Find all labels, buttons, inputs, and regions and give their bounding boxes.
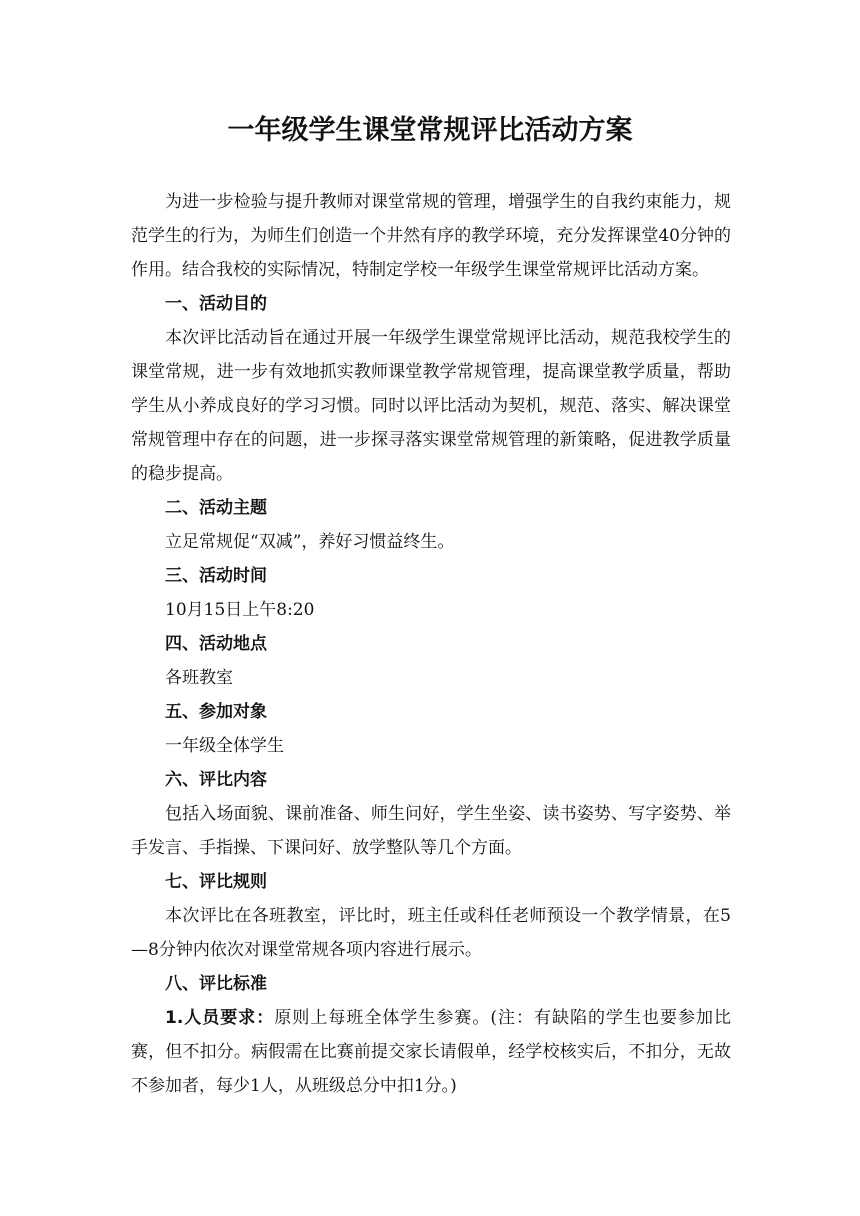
standard-1-text: 原则上每班全体学生参赛。(注：有缺陷的学生也要参加比赛，但不扣分。病假需在比赛前提交家长请假单，经学校核实后，不扣分，无故不参加者，每少1人，从班级总分中扣1分。): [131, 1008, 731, 1096]
document-body: [131, 185, 731, 1103]
place-heading: 四、活动地点: [165, 634, 267, 654]
standard-1-paragraph: [131, 1001, 731, 1103]
time-paragraph: 10月15日上午8:20: [165, 600, 315, 620]
theme-paragraph: 立足常规促“双减”，养好习惯益终生。: [165, 532, 455, 552]
content-heading: 六、评比内容: [165, 770, 267, 790]
time-heading: 三、活动时间: [165, 566, 267, 586]
standards-heading: 八、评比标准: [165, 974, 267, 994]
document-title: 一年级学生课堂常规评比活动方案: [227, 115, 633, 146]
rules-paragraph: 本次评比在各班教室，评比时，班主任或科任老师预设一个教学情景，在5—8分钟内依次对课堂常规各项内容进行展示。: [131, 906, 731, 960]
theme-heading: 二、活动主题: [165, 498, 267, 518]
content-paragraph: 包括入场面貌、课前准备、师生问好，学生坐姿、读书姿势、写字姿势、举手发言、手指操、下课问好、放学整队等几个方面。: [131, 804, 731, 858]
purpose-paragraph: 本次评比活动旨在通过开展一年级学生课堂常规评比活动，规范我校学生的课堂常规，进一步有效地抓实教师课堂教学常规管理，提高课堂教学质量，帮助学生从小养成良好的学习习惯。同时以评比活动为契机，规范、落实、解决课堂常规管理中存在的问题，进一步探寻落实课堂常规管理的新策略，促进教学质量的稳步提高。: [131, 328, 731, 484]
intro-paragraph: 为进一步检验与提升教师对课堂常规的管理，增强学生的自我约束能力，规范学生的行为，为师生们创造一个井然有序的教学环境，充分发挥课堂40分钟的作用。结合我校的实际情况，特制定学校一年级学生课堂常规评比活动方案。: [131, 192, 731, 280]
participants-heading: 五、参加对象: [165, 702, 267, 722]
purpose-heading: 一、活动目的: [165, 294, 267, 314]
participants-paragraph: 一年级全体学生: [165, 736, 284, 756]
standard-1-label: 1.人员要求：: [165, 1008, 275, 1028]
rules-heading: 七、评比规则: [165, 872, 267, 892]
place-paragraph: 各班教室: [165, 668, 233, 688]
